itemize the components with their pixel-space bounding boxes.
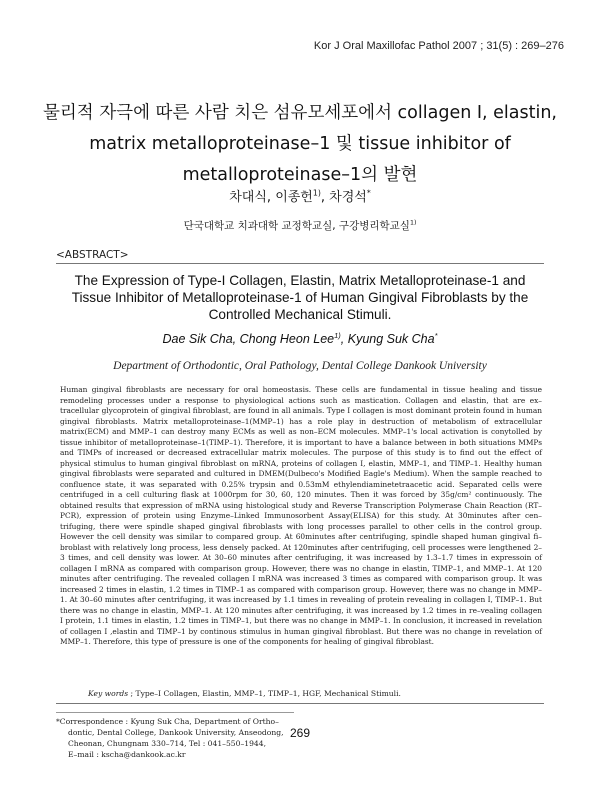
footnote-line-4: E–mail : kscha@dankook.ac.kr [68, 750, 186, 759]
korean-authors [0, 186, 600, 205]
journal-citation: Kor J Oral Maxillofac Pathol 2007 ; 31(5) : 269–276 [313, 40, 564, 52]
korean-author-affiliation-mark: 1) [312, 188, 321, 198]
korean-corresponding-mark: * [366, 188, 371, 198]
korean-title [20, 98, 580, 191]
abstract-bottom-rule [56, 703, 544, 704]
english-title [40, 272, 560, 323]
korean-title-line-1: 물리적 자극에 따른 사람 치은 섬유모세포에서 collagen I, elastin, [42, 103, 557, 123]
footnote-line-3: Cheonan, Chungnam 330–714, Tel : 041–550–1944, [68, 739, 266, 748]
english-title-line-3: Controlled Mechanical Stimuli. [208, 307, 392, 322]
english-author-affiliation-mark: 1) [334, 330, 341, 340]
keywords-label: Key words [88, 689, 129, 698]
korean-title-line-3: metalloproteinase–1의 발현 [182, 165, 418, 185]
english-affiliation: Department of Orthodontic, Oral Pathology, Dental College Dankook University [113, 360, 487, 372]
english-title-line-2: Tissue Inhibitor of Metalloproteinase-1 of Human Gingival Fibroblasts by the [71, 290, 529, 305]
abstract-top-rule [56, 263, 544, 264]
page-number: 269 [289, 726, 311, 740]
korean-affiliation-text: 단국대학교 치과대학 교정학교실, 구강병리학교실 [183, 220, 410, 232]
footnote-line-1: *Correspondence : Kyung Suk Cha, Department of Ortho– [56, 717, 279, 726]
abstract-body: Human gingival fibroblasts are necessary for oral homeostasis. These cells are fundamental in tissue healing and tissue remodeling processes under a response to physiological actions such as mastication. Collagen and elastin, that are ex–tracellular glycoprotein of gingival fibroblast, are found in all animals. Type I collagen is most dominant protein found in human gingival fibroblasts. Matrix metalloproteinase–1(MMP–1) has a role play in destruction of metabolism of extracellular matrix(ECM) and MMP–1 can destroy many ECMs as well as non–ECM molecules. MMP–1's local activation is conytolled by tissue inhibitor of metalloproteinase–1(TIMP–1). Therefore, it is important to have a balance between in both situations MMPs and TIMPs of increased or decreased extracellular matrix molecules. The purpose of this study is to find out the effect of physical stimulus to human gingival fibroblast on mRNA, proteins of collagen I, elastin, MMP–1, and TIMP–1. Healthy human gingival fibroblasts were separated and cultured in DMEM(Dulbeco's Modified Eagle's Medium). When the sample reached to confluence state, it was separated with 0.25% trypsin and 0.53mM ethylendiaminetetraacetic acid. Separated cells were centrifuged in a cell culturing flask at 1000rpm for 30, 60, 120 minutes. Then it was forced by 35g/cm² continuously. The obtained results that expression of mRNA using histological study and Reverse Transcription Polymerase Chain Reaction (RT–PCR), expression of protein using Enzyme–Linked Immunosorbent Assay(ELISA) for this study. At 30minutes after cen–trifuging, there were spindle shaped gingival fibroblasts with long processes parallel to other cells in the control group. However the cell density was similar to compared group. At 60minutes after centrifuging, spindle shaped human gingival fi–broblast with relatively long process, less densely packed. At 120minutes after centrifuging, cell processes were lengthened 2–3 times, and cell density was lower. At 30–60 minutes after centrifuging, it was increased by 1.3–1.7 times in expressoin of collagen I mRNA as compared with comparison group. However, there was no change in elastin, TIMP–1, and MMP–1. At 120 minutes after centrifuging. The revealed collagen I mRNA was increased 3 times as compared with comparison group. It was increased 2 times in elastin, 1.2 times in TIMP–1 as compared with comparison group. However, there was no change in MMP–1. At 30–60 minutes after centrifuging, it was increased by 1.1 times in revealing of protein revealing in collagen I, TIMP–1. But there was no change in elastin, MMP–1. At 120 minutes after centrifuging, it was increased by 1.2 times in re–vealing collagen I protein, 1.1 times in elastin, 1.2 times in TIMP–1, but there was no change in MMP–1. In conclusion, it increased in revelation of collagen I ,elastin and TIMP–1 by continous stimulus in human gingival fibroblast. But there was no change in revelation of MMP–1. Therefore, this type of pressure is one of the components for healing of gingival fibroblast. [60, 385, 542, 646]
footnote-line-2: dontic, Dental College, Dankook University, Anseodong, [68, 728, 284, 737]
korean-authors-names-1: 차대식, 이종헌 [229, 190, 313, 205]
keywords [88, 689, 401, 698]
english-authors-names-2: , Kyung Suk Cha [340, 332, 435, 346]
english-title-line-1: The Expression of Type-I Collagen, Elastin, Matrix Metalloproteinase-1 and [74, 273, 526, 288]
footnote-rule [56, 712, 294, 713]
korean-affiliation [0, 218, 600, 233]
keywords-text: ; Type–I Collagen, Elastin, MMP–1, TIMP–1, HGF, Mechanical Stimuli. [128, 689, 401, 698]
korean-affiliation-mark: 1) [409, 219, 417, 227]
korean-authors-names-2: , 차경석 [320, 190, 367, 205]
abstract-label: <ABSTRACT> [56, 249, 129, 261]
english-authors-names-1: Dae Sik Cha, Chong Heon Lee [162, 332, 335, 346]
english-authors [0, 332, 600, 346]
korean-title-line-2: matrix metalloproteinase–1 및 tissue inhibitor of [89, 134, 511, 154]
english-corresponding-mark: * [434, 330, 438, 340]
